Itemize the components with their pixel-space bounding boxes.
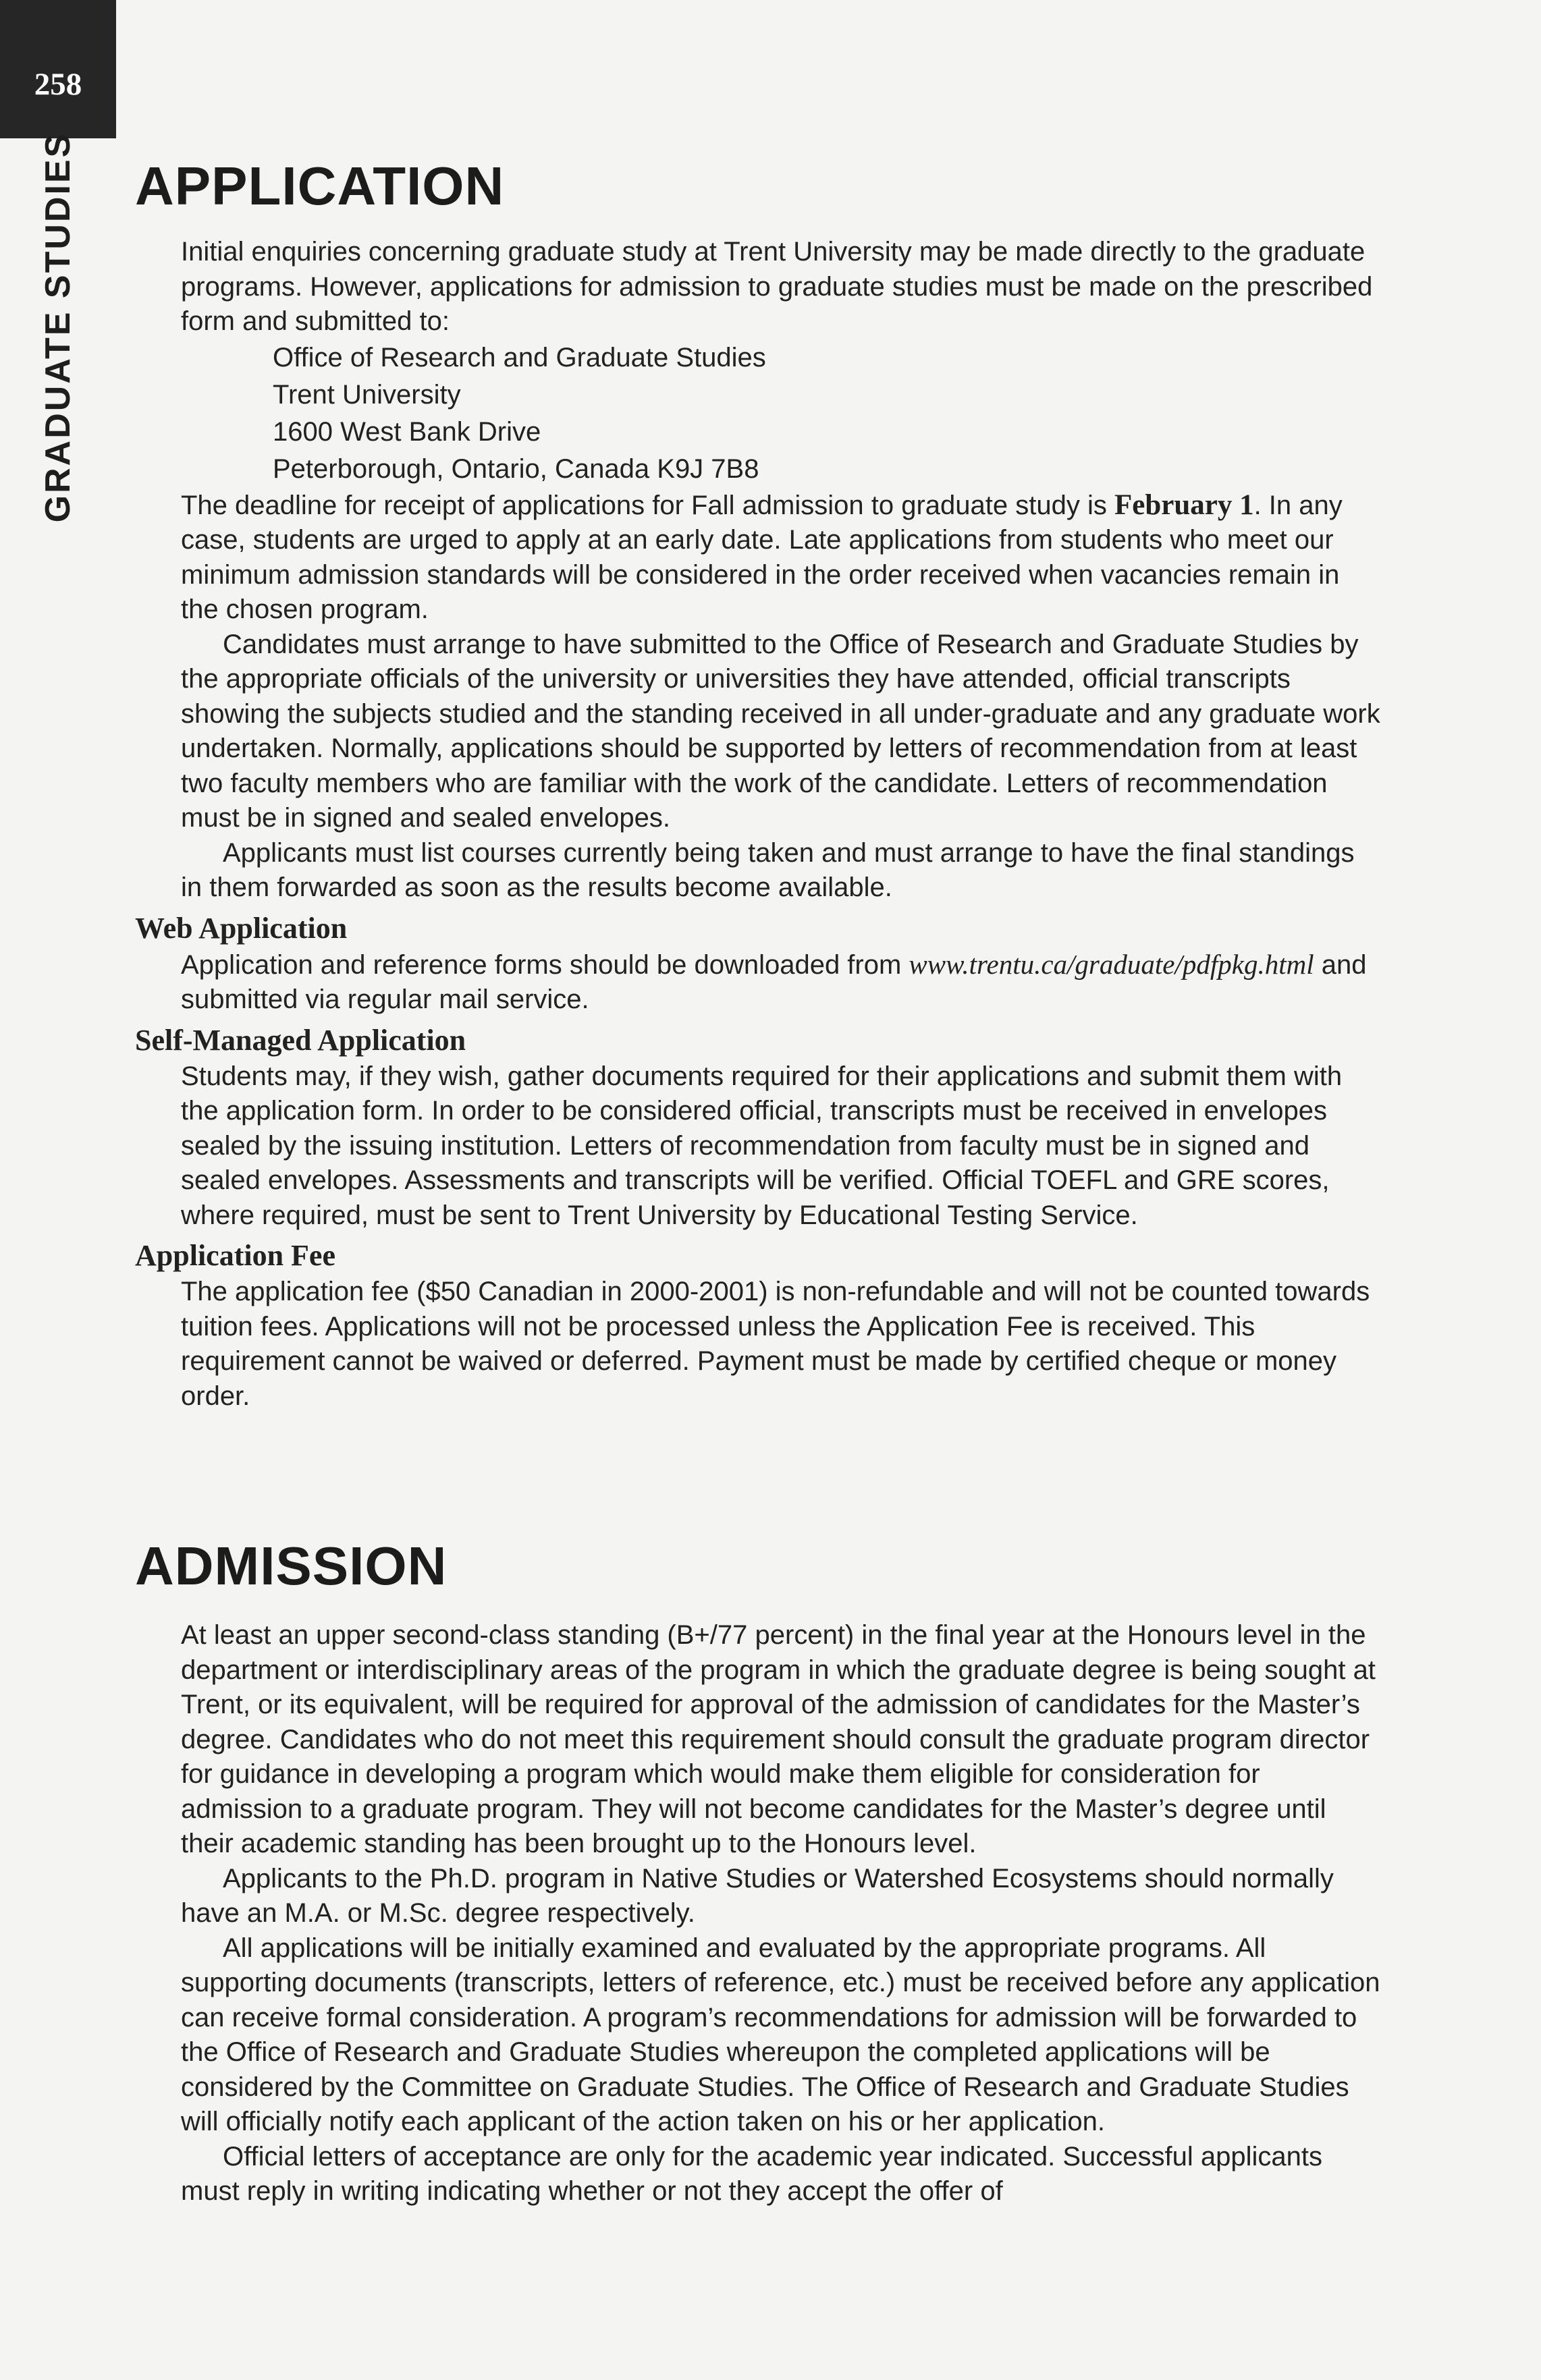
- application-fee-heading: Application Fee: [135, 1239, 335, 1272]
- admission-paragraph: At least an upper second-class standing (B+/77 percent) in the final year at the Honours level in the department or interdisciplinary areas of the program in which the graduate degree is being sought at Trent, or its equivalent, will be required for approval of the admission of candidates for the Master’s degree. Candidates who do not meet this requirement should consult the graduate program director for guidance in developing a program which would make them eligible for consideration for admission to a graduate program. They will not become candidates for the Master’s degree until their academic standing has been brought up to the Honours level.: [181, 1620, 1376, 1858]
- download-url-link[interactable]: www.trentu.ca/graduate/pdfpkg.html: [909, 948, 1314, 980]
- side-label-area: [0, 132, 116, 523]
- application-title: APPLICATION: [135, 156, 505, 216]
- self-managed-heading: Self-Managed Application: [135, 1023, 466, 1057]
- admission-section: [181, 1618, 1382, 2209]
- address-line: 1600 West Bank Drive: [273, 416, 541, 447]
- applicants-paragraph: Applicants must list courses currently being taken and must arrange to have the final standings in them forwarded as soon as the results become available.: [181, 837, 1355, 902]
- mailing-address: [181, 339, 1382, 488]
- deadline-text: The deadline for receipt of applications for Fall admission to graduate study is: [181, 490, 1114, 520]
- admission-paragraph: All applications will be initially examined and evaluated by the appropriate programs. All supporting documents (transcripts, letters of reference, etc.) must be received before any application can receive formal consideration. A program’s recommendations for admission will be forwarded to the Office of Research and Graduate Studies whereupon the completed applications will be considered by the Committee on Graduate Studies. The Office of Research and Graduate Studies will officially notify each applicant of the action taken on his or her application.: [181, 1933, 1380, 2136]
- web-application-lead: Application and reference forms should be downloaded from: [181, 949, 909, 980]
- side-section-label: GRADUATE STUDIES: [38, 132, 78, 523]
- page-number: 258: [34, 67, 82, 102]
- deadline-date: February 1: [1114, 489, 1254, 521]
- address-line: Trent University: [273, 379, 461, 410]
- admission-paragraph: Official letters of acceptance are only for the academic year indicated. Successful applicants must reply in writing indicating whether or not they accept the offer of: [181, 2141, 1323, 2206]
- application-section: [135, 235, 1382, 1414]
- web-application-heading: Web Application: [135, 911, 348, 945]
- web-application-text: [181, 947, 1382, 1018]
- admission-title: ADMISSION: [135, 1536, 448, 1596]
- admission-paragraph: Applicants to the Ph.D. program in Native Studies or Watershed Ecosystems should normally have an M.A. or M.Sc. degree respectively.: [181, 1863, 1334, 1928]
- address-line: Office of Research and Graduate Studies: [273, 342, 766, 372]
- address-line: Peterborough, Ontario, Canada K9J 7B8: [273, 453, 759, 484]
- application-intro: Initial enquiries concerning graduate study at Trent University may be made directly to the graduate programs. However, applications for admission to graduate studies must be made on the prescribed form and submitted to:: [181, 237, 1373, 336]
- page-number-tab: [0, 0, 116, 138]
- web-application-tail: and submitted via regular mail service.: [181, 949, 1367, 1014]
- deadline-text-continued: . In any case, students are urged to apply at an early date. Late applications from students who meet our minimum admission standards will be considered in the order received when vacancies remain in the chosen program.: [181, 490, 1343, 624]
- application-fee-text: The application fee ($50 Canadian in 2000-2001) is non-refundable and will not be counted towards tuition fees. Applications will not be processed unless the Application Fee is received. This requirement cannot be waived or deferred. Payment must be made by certified cheque or money order.: [181, 1277, 1370, 1411]
- self-managed-text: Students may, if they wish, gather documents required for their applications and submit them with the application form. In order to be considered official, transcripts must be received in envelopes sealed by the issuing institution. Letters of recommendation from faculty must be in signed and sealed envelopes. Assessments and transcripts will be verified. Official TOEFL and GRE scores, where required, must be sent to Trent University by Educational Testing Service.: [181, 1061, 1343, 1230]
- deadline-paragraph: [181, 488, 1382, 628]
- candidates-paragraph: Candidates must arrange to have submitted to the Office of Research and Graduate Studies by the appropriate officials of the university or universities they have attended, official transcripts showing the subjects studied and the standing received in all under-graduate and any graduate work undertaken. Normally, applications should be supported by letters of recommendation from at least two faculty members who are familiar with the work of the candidate. Letters of recommendation must be in signed and sealed envelopes.: [181, 629, 1380, 833]
